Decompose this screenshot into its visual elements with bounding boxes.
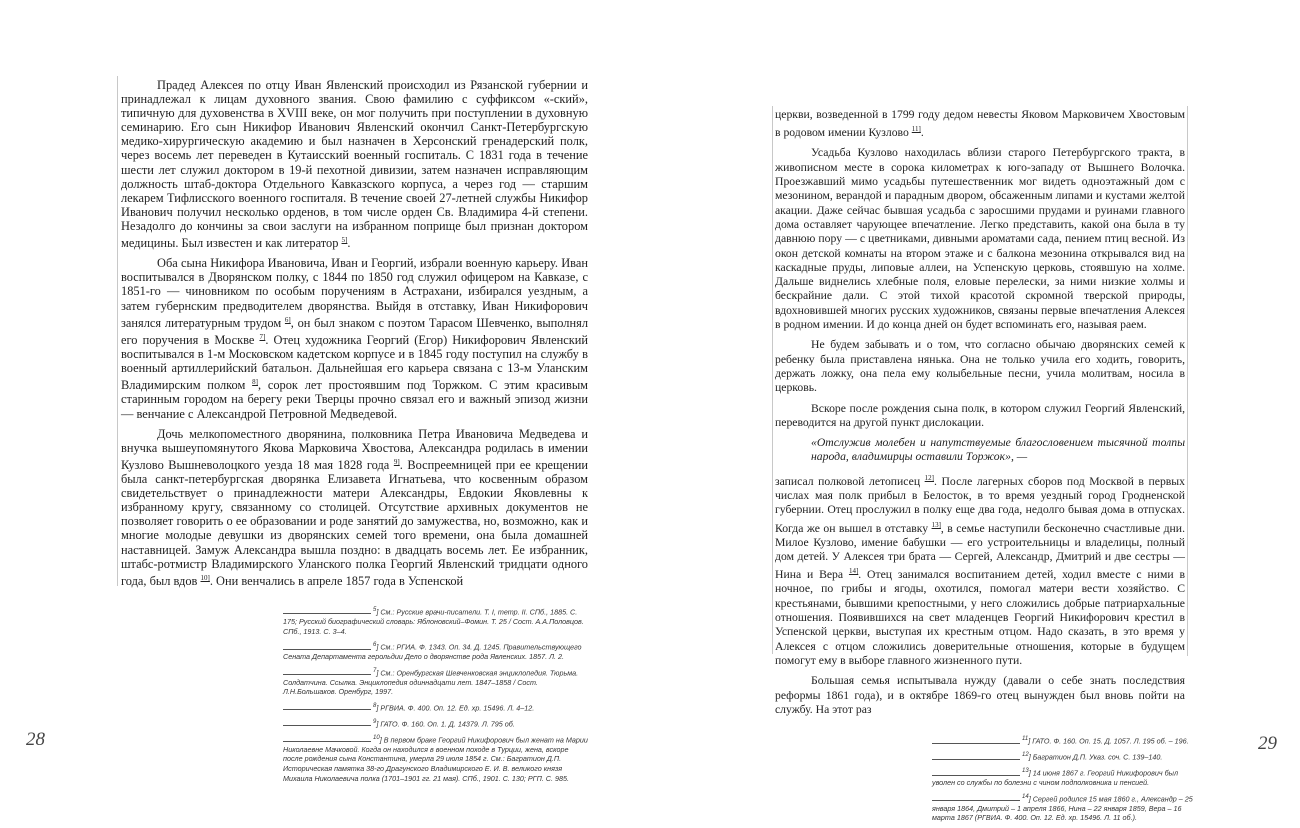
footnote-number: 6 <box>373 642 377 649</box>
footnote-rule <box>932 759 1020 760</box>
footnote-rule <box>283 613 371 614</box>
text-run: . После лагерных сборов под Москвой в первых числах мая полк прибыл в Белосток, в то время уездный город Гродненской губернии. Отец прослужил в полку еще два года, недолго бывая дома в отпусках. Когда же он вышел в отставку <box>775 474 1185 535</box>
page-number-right: 29 <box>1258 733 1277 754</box>
footnote: $^{14}$] Сергей родился 15 мая 1860 г., Александр – 25 января 1864, Дмитрий – 1 апреля 1866, Нина – 22 января 1859, Вера – 16 марта 1867 (РГВИА. Ф. 400. Оп. 12. Ед. хр. 15496. Л. 11 об.). <box>932 793 1193 823</box>
footnote: $^5$] См.: Русские врачи-писатели. Т. I, тетр. II. СПб., 1885. С. 175; Русский биографический словарь: Яблоновский–Фомин. Т. 25 / Сост. А.А.Половцов. СПб., 1913. С. 3–4. <box>283 606 584 636</box>
footnote-ref[interactable]: 13] <box>931 520 941 529</box>
text-run: . Они венчались в апреле 1857 года в Успенской <box>209 573 464 588</box>
text-run: , в семье наступили бесконечно счастливые дни. Милое Кузлово, имение бабушки — его устроительницы и владелицы, полный дом детей. У Алексея три брата — Сергей, Александр, Дмитрий и две сестры — Нина и Вера <box>775 521 1185 582</box>
footnote: $^{11}$] ГАТО. Ф. 160. Оп. 15. Д. 1057. Л. 195 об. – 196. <box>932 735 1202 746</box>
footnote-ref[interactable]: 10] <box>200 573 210 582</box>
footnote-ref[interactable]: 12] <box>924 473 934 482</box>
footnote: $^{12}$] Багратион Д.П. Указ. соч. С. 139–140. <box>932 751 1202 762</box>
footnote-rule <box>283 725 371 726</box>
footnote-number: 10 <box>373 734 380 741</box>
footnote-number: 8 <box>373 702 377 709</box>
footnote-text: Багратион Д.П. Указ. соч. С. 139–140. <box>1032 752 1163 762</box>
footnote-number: 5 <box>373 606 377 613</box>
footnote-ref[interactable]: 7] <box>259 332 266 341</box>
right-margin-rule-left <box>772 106 773 654</box>
page-number-left: 28 <box>26 729 45 750</box>
footnote-text: В первом браке Георгий Никифорович был женат на Марии Николаевне Мачковой. Когда он находился в военном походе в Турции, жена, вскоре после рождения сына Константина, умерла 29 июля 1854 г. См.: Багратион Д.П. Историческая памятка 38-го Драгунского Владимирского Е. И. В. великого князя Михаила Николаевича полка (1701–1901 гг. 21 мая). СПб., 1901. С. 130; РГП. С. 985. <box>283 735 588 783</box>
footnote: $^7$] См.: Оренбургская Шевченковская энциклопедия. Тюрьма. Солдатчина. Ссылка. Энциклопедия одиннадцати лет. 1847–1858 / Сост. Л.Н.Большаков. Оренбург, 1997. <box>283 667 579 697</box>
footnote: $^6$] См.: РГИА. Ф. 1343. Оп. 34. Д. 1245. Правительствующего Сената Департамента герольдии Дело о дворянстве рода Явленских. 1857. Л. 2. <box>283 642 582 662</box>
text-run: Вскоре после рождения сына полк, в котором служил Георгий Явленский, переводится на другой пункт дислокации. <box>775 401 1185 429</box>
text-run: Оба сына Никифора Ивановича, Иван и Георгий, избрали военную карьеру. Иван воспитывался в Дворянском полку, с 1844 по 1850 год служил офицером на Кавказе, с 1851-го — чиновником по особым поручениям в Астрахани, избирался уездным, а затем губернским предводителем дворянства. Выйдя в отставку, Иван Никифорович занялся литературным трудом <box>121 256 588 330</box>
paragraph <box>775 674 1185 717</box>
paragraph <box>775 402 1185 431</box>
footnote-text: ГАТО. Ф. 160. Оп. 1. Д. 14379. Л. 795 об. <box>380 719 515 729</box>
paragraph <box>775 471 1185 669</box>
footnote-ref[interactable]: 14] <box>848 567 859 576</box>
footnote-rule <box>932 743 1020 744</box>
footnote-ref[interactable]: 9] <box>393 457 400 466</box>
text-run: записал полковой летописец <box>775 474 925 488</box>
left-footnotes <box>283 606 588 788</box>
footnote-rule <box>283 649 371 650</box>
right-body-text <box>775 108 1185 723</box>
footnote-rule <box>932 775 1020 776</box>
right-footnotes <box>932 735 1202 828</box>
text-run: . <box>920 126 924 140</box>
footnote-rule <box>932 800 1020 801</box>
text-run: церкви, возведенной в 1799 году дедом невесты Яковом Марковичем Хвостовым в родовом имении Кузлово <box>775 108 1185 140</box>
text-run: Усадьба Кузлово находилась вблизи старого Петербургского тракта, в живописном месте в сорока километрах к юго-западу от Вышнего Волочка. Проезжавший мимо усадьбы путешественник мог видеть одноэтажный дом с мезонином, верандой и парадным двором, обсаженным липами и кустами желтой акации. Даже сейчас бывшая усадьба с заросшими прудами и руинами главного дома оставляет чарующее впечатление. Легко представить, какой она была в ту давнюю пору — с цветниками, дивными ароматами сада, пением птиц весной. Из окон детской комнаты на втором этаже и с балкона мезонина открывался вид на каскадные пруды, липовые аллеи, на Успенскую церковь, стоявшую на холме. Дальше виднелись хлебные поля, еловые перелески, за ними низкие холмы и бескрайние дали. С этой тихой красотой скромной тверской природы, вдохновившей многих русских художников, связаны первые впечатления Алексея в родном имении. И до конца дней он будет вспоминать его, называя раем. <box>775 146 1185 332</box>
footnote-text: 14 июня 1867 г. Георгий Никифорович был уволен со службы по болезни с чином подполковника и пенсией. <box>932 768 1179 788</box>
footnote-ref[interactable]: 5] <box>341 236 348 245</box>
text-run: , он был знаком с поэтом Тарасом Шевченко, выполнял его поручения в Москве <box>121 315 588 347</box>
footnote-ref[interactable]: 8] <box>252 378 258 387</box>
footnote-rule <box>283 741 371 742</box>
text-run: Не будем забывать и о том, что согласно обычаю дворянских семей к ребенку была приставлена нянька. Она не только учила его ходить, говорить, держать ложку, она пела ему колыбельные песни, учила молитвам, носила в церковь. <box>775 338 1185 395</box>
left-margin-rule <box>117 76 118 586</box>
footnote: $^{13}$] 14 июня 1867 г. Георгий Никифорович был уволен со службы по болезни с чином подполковника и пенсией. <box>932 768 1179 788</box>
paragraph <box>121 427 588 588</box>
footnote-text: См.: Русские врачи-писатели. Т. I, тетр. II. СПб., 1885. С. 175; Русский биографический словарь: Яблоновский–Фомин. Т. 25 / Сост. А.А.Половцов. СПб., 1913. С. 3–4. <box>283 607 584 636</box>
footnote-number: 13 <box>1022 768 1029 775</box>
left-column <box>121 78 588 788</box>
footnote-number: 9 <box>373 718 377 725</box>
footnote-number: 12 <box>1022 752 1029 759</box>
footnote-text: См.: Оренбургская Шевченковская энциклопедия. Тюрьма. Солдатчина. Ссылка. Энциклопедия одиннадцати лет. 1847–1858 / Сост. Л.Н.Большаков. Оренбург, 1997. <box>283 668 579 697</box>
right-margin-rule-right <box>1187 106 1188 656</box>
text-run: «Отслужив молебен и напутствуемые благословением тысячной толпы народа, владимирцы оставили Торжок», — <box>811 436 1185 464</box>
paragraph <box>775 108 1185 140</box>
footnote-text: См.: РГИА. Ф. 1343. Оп. 34. Д. 1245. Правительствующего Сената Департамента герольдии Дело о дворянстве рода Явленских. 1857. Л. 2. <box>283 642 582 662</box>
text-run: , сорок лет простоявшим под Торжком. С этим красивым старинным городом на берегу реки Тверцы прочно связал его и важный эпизод жизни — венчание с Александрой Петровной Медведевой. <box>121 378 588 421</box>
footnote: $^{10}$] В первом браке Георгий Никифорович был женат на Марии Николаевне Мачковой. Когда он находился в военном походе в Турции, жена, вскоре после рождения сына Константина, умерла 29 июля 1854 г. См.: Багратион Д.П. Историческая памятка 38-го Драгунского Владимирского Е. И. В. великого князя Михаила Николаевича полка (1701–1901 гг. 21 мая). СПб., 1901. С. 130; РГП. С. 985. <box>283 734 588 783</box>
left-body-text <box>121 78 588 594</box>
footnote-text: Сергей родился 15 мая 1860 г., Александр – 25 января 1864, Дмитрий – 1 апреля 1866, Нина – 22 января 1859, Вера – 16 марта 1867 (РГВИА. Ф. 400. Оп. 12. Ед. хр. 15496. Л. 11 об.). <box>932 794 1193 823</box>
text-run: Дочь мелкопоместного дворянина, полковника Петра Ивановича Медведева и внучка вышеупомянутого Якова Марковича Хвостова, Александра родилась в имении Кузлово Вышневолоцкого уезда 18 мая 1828 года <box>121 426 588 472</box>
footnote-ref[interactable]: 6] <box>284 315 291 324</box>
text-run: . Отец художника Георгий (Егор) Никифорович Явленский воспитывался в 1-м Московском кадетском корпусе и в 1845 году поступил на службу в военный артиллерийский батальон. Дальнейшая его карьера связана с 13-м Уланским Владимирским полком <box>121 332 589 393</box>
text-run: Большая семья испытывала нужду (давали о себе знать последствия реформы 1861 года), и в октябре 1869-го отец вынужден был вновь пойти на службу. На этот раз <box>775 674 1185 716</box>
text-run: . Воспреемницей при ее крещении была санкт-петербургская дворянка Елизавета Игнатьева, что косвенным образом свидетельствует о принадлежности матери Александры, Евдокии Яковлевны к избранному кругу, связанному со столицей. Отсутствие архивных документов не позволяет говорить о ее образовании и роде занятий до замужества, но, возможно, как и многие молодые девушки из дворянских семей того времени, она была домашней наставницей. Замуж Александра вышла поздно: в двадцать восемь лет. Ее избранник, штабс-ротмистр Владимирского Уланского полка Георгий Явленский тридцати одного года, был вдов <box>121 457 588 588</box>
footnote-rule <box>283 709 371 710</box>
text-run: Прадед Алексея по отцу Иван Явленский происходил из Рязанской губернии и принадлежал к лицам духовного звания. Свою фамилию с суффиксом «-ский», типичную для духовенства в XVIII веке, он мог получить при поступлении в духовную семинарию. Его сын Никифор Иванович Явленский окончил Санкт-Петербургскую медико-хирургическую академию и был назначен в Херсонский гренадерский полк, через восемь лет переведен в Кутаисский военный госпиталь. С 1831 года в течение шести лет служил доктором в 19-й пехотной дивизии, затем назначен исправляющим должность штаб-доктора Отдельного Кавказского корпуса, а через год — старшим лекарем Тифлисского военного госпиталя. В течение своей 27-летней службы Никифор Иванович получил несколько орденов, в том числе орден Св. Владимира 4-й степени. Незадолго до кончины за свои заслуги на избранном поприще был признан доктором медицины. Был известен и как литератор <box>121 78 588 251</box>
footnote-text: РГВИА. Ф. 400. Оп. 12. Ед. хр. 15496. Л. 4–12. <box>380 703 535 713</box>
footnote: $^8$] РГВИА. Ф. 400. Оп. 12. Ед. хр. 15496. Л. 4–12. <box>283 702 588 713</box>
paragraph <box>121 78 588 250</box>
footnote-ref[interactable]: 11] <box>911 125 921 134</box>
block-quote <box>811 436 1185 465</box>
text-run: . <box>347 236 351 251</box>
footnote-number: 11 <box>1022 736 1029 743</box>
footnote: $^9$] ГАТО. Ф. 160. Оп. 1. Д. 14379. Л. 795 об. <box>283 718 588 729</box>
paragraph <box>775 338 1185 395</box>
paragraph <box>775 146 1185 332</box>
text-run: . Отец занимался воспитанием детей, ходил вместе с ними в ночное, по грибы и ягоды, охотился, помогал матери вести хозяйство. С крестьянами, бывшими крепостными, у него сложились добрые патриархальные отношения. Появившихся на свет младенцев Георгий Никифорович крестил в Успенской церкви, выступая их крестным отцом. Надо сказать, в это время у Алексея с отцом сложились доверительные отношения, которые в будущем помогут ему в выборе главного жизненного пути. <box>775 568 1185 667</box>
right-column <box>775 108 1193 828</box>
footnote-number: 14 <box>1022 793 1029 800</box>
footnote-number: 7 <box>373 667 377 674</box>
footnote-rule <box>283 674 371 675</box>
paragraph <box>121 256 588 420</box>
footnote-text: ГАТО. Ф. 160. Оп. 15. Д. 1057. Л. 195 об. – 196. <box>1032 736 1189 746</box>
